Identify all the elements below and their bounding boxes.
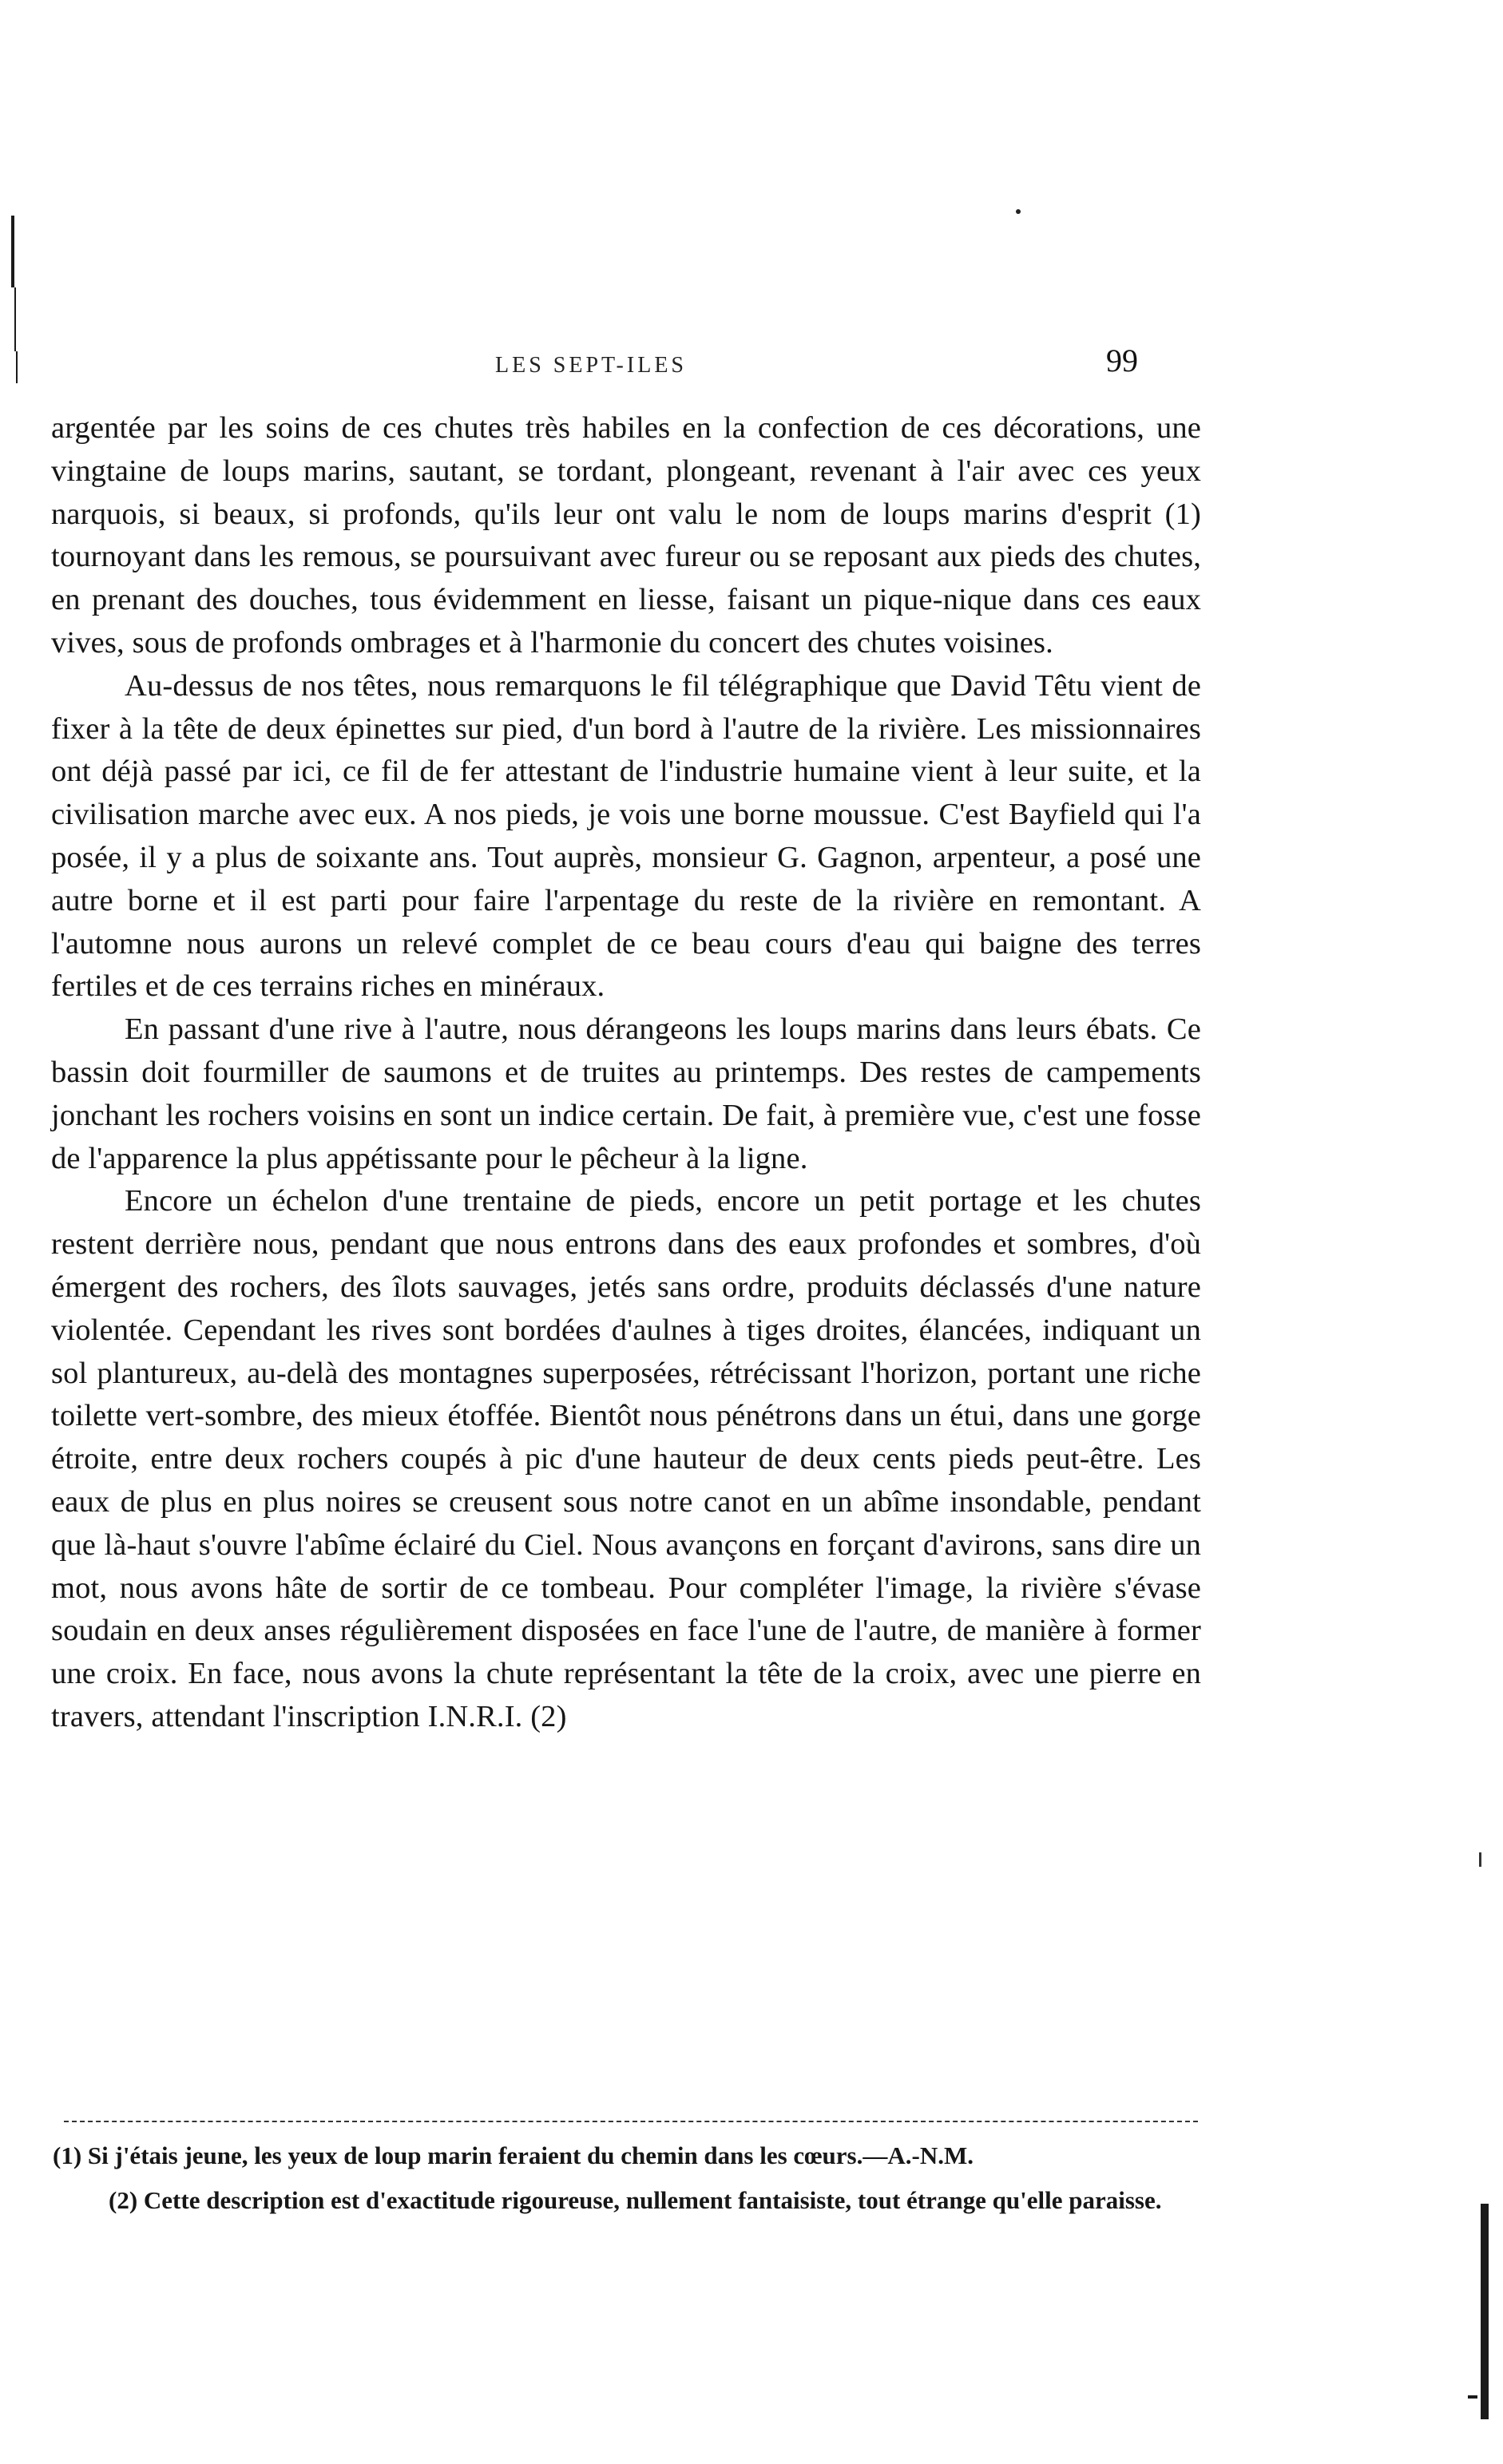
scan-speck [1479, 1852, 1481, 1867]
paragraph: Au-dessus de nos têtes, nous remarquons le fil télégraphique que David Têtu vient de fixer à la tête de deux épinettes sur pied, d'un bord à l'autre de la rivière. Les missionnaires ont déjà passé par ici, ce fil de fer attestant de l'industrie humaine vient à leur suite, et la civilisation marche avec eux. A nos pieds, je vois une borne moussue. C'est Bayfield qui l'a posée, il y a plus de soixante ans. Tout auprès, monsieur G. Gagnon, arpenteur, a posé une autre borne et il est parti pour faire l'arpentage du reste de la rivière en remontant. A l'automne nous aurons un relevé complet de ce beau cours d'eau qui baigne des terres fertiles et de ces terrains riches en minéraux. [51, 668, 1201, 1004]
running-title: LES SEPT-ILES [495, 353, 687, 378]
page-header [64, 342, 1182, 390]
paragraph: argentée par les soins de ces chutes très habiles en la confection de ces décorations, une vingtaine de loups marins, sautant, se tordant, plongeant, revenant à l'air avec ces yeux narquois, si beaux, si profonds, qu'ils leur ont valu le nom de loups marins d'esprit (1) tournoyant dans les remous, se poursuivant avec fureur ou se reposant aux pieds des chutes, en prenant des douches, tous évidemment en liesse, faisant un pique-nique dans ces eaux vives, sous de profonds ombrages et à l'harmonie du concert des chutes voisines. [51, 411, 1201, 660]
footnote-divider [64, 2121, 1198, 2122]
footnote: (2) Cette description est d'exactitude rigoureuse, nullement fantaisiste, tout étrange qu'elle paraisse. [109, 2186, 1162, 2214]
scan-edge-mark [11, 216, 14, 287]
scan-edge-mark [1468, 2395, 1477, 2399]
page-number: 99 [1106, 343, 1138, 378]
paragraph: Encore un échelon d'une trentaine de pieds, encore un petit portage et les chutes restent derrière nous, pendant que nous entrons dans des eaux profondes et sombres, d'où émergent des rochers, des îlots sauvages, jetés sans ordre, produits déclassés d'une nature violentée. Cependant les rives sont bordées d'aulnes à tiges droites, élancées, indiquant un sol plantureux, au-delà des montagnes superposées, rétrécissant l'horizon, portant une riche toilette vert-sombre, des mieux étoffée. Bientôt nous pénétrons dans un étui, dans une gorge étroite, entre deux rochers coupés à pic d'une hauteur de deux cents pieds peut-être. Les eaux de plus en plus noires se creusent sous notre canot en un abîme insondable, pendant que là-haut s'ouvre l'abîme éclairé du Ciel. Nous avançons en forçant d'avirons, sans dire un mot, nous avons hâte de sortir de ce tombeau. Pour compléter l'image, la rivière s'évase soudain en deux anses régulièrement disposées en face l'une de l'autre, de manière à former une croix. En face, nous avons la chute représentant la tête de la croix, avec une pierre en travers, attendant l'inscription I.N.R.I. (2) [51, 1184, 1201, 1733]
scan-edge-mark [1481, 2204, 1489, 2419]
scan-speck [1016, 209, 1021, 214]
paragraph: En passant d'une rive à l'autre, nous dérangeons les loups marins dans leurs ébats. Ce bassin doit fourmiller de saumons et de truites au printemps. Des restes de campements jonchant les rochers voisins en sont un indice certain. De fait, à première vue, c'est une fosse de l'apparence la plus appétissante pour le pêcheur à la ligne. [51, 1012, 1202, 1175]
scan-edge-mark [16, 351, 18, 383]
body-text [51, 407, 1201, 1739]
footnotes [53, 2137, 1203, 2220]
scan-edge-mark [14, 287, 16, 351]
footnote: (1) Si j'étais jeune, les yeux de loup marin feraient du chemin dans les cœurs.—A.-N.M. [53, 2141, 974, 2169]
